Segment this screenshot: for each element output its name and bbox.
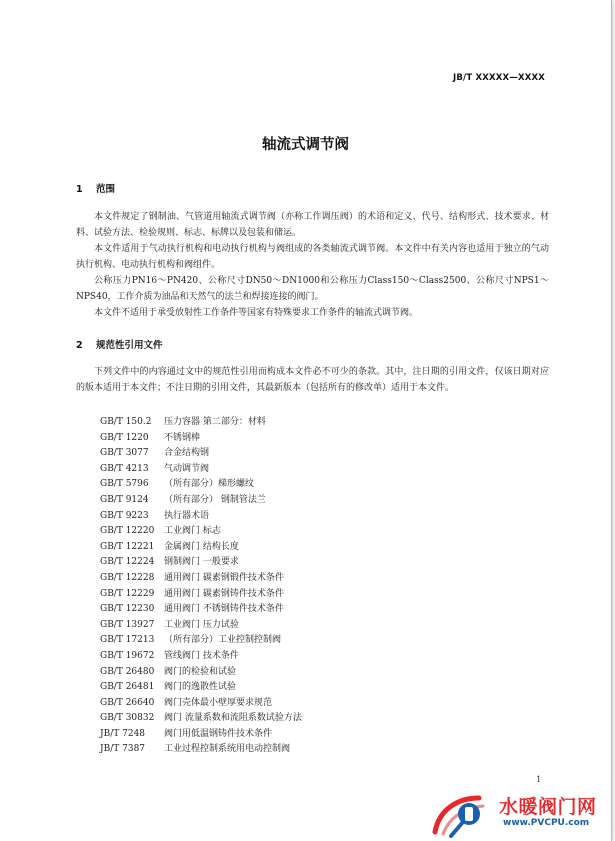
- reference-title: （所有部分） 钢制管法兰: [164, 494, 266, 505]
- reference-item: [100, 665, 540, 681]
- reference-list: [100, 415, 540, 758]
- reference-item: [100, 696, 540, 712]
- reference-title: 阀门的逸散性试验: [164, 682, 237, 693]
- reference-code: GB/T 12220: [100, 526, 155, 537]
- reference-code: GB/T 30832: [100, 713, 155, 724]
- reference-title: 工业阀门 标志: [164, 526, 221, 537]
- reference-item: [100, 742, 540, 758]
- paragraph: 下列文件中的内容通过文中的规范性引用而构成本文件必不可少的条款。其中，注日期的引用文件，仅该日期对应的版本适用于本文件；不注日期的引用文件，其最新版本（包括所有的修改单）适用于本文件。: [76, 367, 549, 393]
- reference-item: [100, 462, 540, 478]
- reference-title: 工业过程控制系统用电动控制阀: [164, 744, 291, 755]
- reference-title: 钢制阀门 一般要求: [164, 557, 239, 568]
- reference-item: [100, 602, 540, 618]
- reference-item: [100, 649, 540, 665]
- reference-title: 不锈钢棒: [164, 432, 201, 443]
- reference-item: [100, 571, 540, 587]
- reference-title: 通用阀门 碳素钢铸件技术条件: [164, 588, 284, 599]
- reference-code: GB/T 5796: [100, 479, 149, 490]
- reference-code: GB/T 13927: [100, 619, 155, 630]
- reference-item: [100, 509, 540, 525]
- section-number: 2: [76, 340, 83, 351]
- reference-item: [100, 540, 540, 556]
- reference-code: GB/T 26640: [100, 697, 155, 708]
- reference-code: GB/T 3077: [100, 448, 149, 459]
- reference-title: 阀门的检验和试验: [164, 666, 237, 677]
- watermark-url: www.PVCPU.com: [503, 818, 590, 828]
- reference-item: [100, 727, 540, 743]
- section-number: 1: [76, 184, 83, 195]
- section-title: 规范性引用文件: [96, 340, 163, 351]
- site-watermark: [429, 792, 615, 838]
- reference-code: GB/T 150.2: [100, 417, 152, 427]
- reference-code: GB/T 1220: [100, 432, 149, 443]
- reference-code: GB/T 9223: [100, 510, 149, 521]
- reference-title: 执行器术语: [164, 510, 210, 521]
- reference-title: 阀门用低温钢铸件技术条件: [164, 728, 273, 739]
- reference-code: JB/T 7387: [100, 744, 146, 755]
- reference-item: [100, 415, 540, 431]
- document-title: 轴流式调节阀: [262, 137, 349, 153]
- reference-code: GB/T 12228: [100, 572, 155, 583]
- reference-item: [100, 446, 540, 462]
- section-1-heading: [76, 181, 115, 195]
- section-2-body: [76, 364, 549, 396]
- page-number: 1: [536, 775, 542, 785]
- section-2-heading: [76, 337, 163, 351]
- reference-code: GB/T 26480: [100, 666, 155, 677]
- reference-item: [100, 493, 540, 509]
- reference-title: 通用阀门 碳素钢锻件技术条件: [164, 572, 284, 583]
- reference-item: [100, 524, 540, 540]
- reference-title: 合金结构钢: [164, 448, 210, 459]
- reference-item: [100, 618, 540, 634]
- reference-item: [100, 711, 540, 727]
- watermark-site-name: 水暖阀门网: [499, 796, 597, 818]
- paragraph: 本文件适用于气动执行机构和电动执行机构与阀组成的各类轴流式调节阀。本文件中有关内容也适用于独立的气动执行机构、电动执行机构和阀组件。: [76, 244, 549, 270]
- reference-title: （所有部分）工业控制控制阀: [164, 635, 282, 646]
- reference-item: [100, 477, 540, 493]
- reference-code: GB/T 12229: [100, 588, 155, 599]
- reference-title: 阀门 流量系数和流阻系数试验方法: [164, 713, 302, 724]
- paragraph: 本文件不适用于承受放射性工作条件等国家有特殊要求工作条件的轴流式调节阀。: [94, 308, 419, 318]
- reference-title: 金属阀门 结构长度: [164, 541, 239, 552]
- reference-item: [100, 431, 540, 447]
- reference-item: [100, 587, 540, 603]
- reference-item: [100, 680, 540, 696]
- paragraph: 公称压力PN16～PN420、公称尺寸DN50～DN1000和公称压力Class150～Class2500、公称尺寸NPS1～NPS40，工作介质为油品和天然气的法兰和焊接连接的阀门。: [76, 276, 549, 302]
- reference-code: GB/T 4213: [100, 463, 149, 474]
- paragraph: 本文件规定了钢制油、气管道用轴流式调节阀（亦称工作调压阀）的术语和定义、代号、结构形式、技术要求、材料、试验方法、检验规则、标志、标牌以及包装和储运。: [76, 212, 549, 238]
- reference-title: 通用阀门 不锈钢铸件技术条件: [164, 604, 284, 615]
- reference-code: GB/T 9124: [100, 494, 149, 505]
- reference-code: JB/T 7248: [100, 728, 146, 739]
- reference-title: 工业阀门 压力试验: [164, 619, 239, 630]
- reference-title: 管线阀门 技术条件: [164, 650, 239, 661]
- section-title: 范围: [96, 184, 116, 195]
- standard-number: JB/T XXXXX—XXXX: [453, 73, 545, 83]
- reference-code: GB/T 12221: [100, 541, 155, 552]
- reference-code: GB/T 17213: [100, 635, 155, 646]
- reference-code: GB/T 19672: [100, 650, 155, 661]
- reference-title: （所有部分）梯形螺纹: [164, 479, 255, 490]
- reference-code: GB/T 12224: [100, 557, 155, 568]
- valve-logo-icon: [429, 792, 495, 838]
- reference-item: [100, 633, 540, 649]
- reference-title: 压力容器 第二部分：材料: [164, 417, 266, 427]
- reference-title: 阀门壳体最小壁厚要求规范: [164, 697, 273, 708]
- reference-title: 气动调节阀: [164, 463, 210, 474]
- reference-item: [100, 555, 540, 571]
- reference-code: GB/T 26481: [100, 682, 155, 693]
- reference-code: GB/T 12230: [100, 604, 155, 615]
- section-1-body: [76, 209, 549, 321]
